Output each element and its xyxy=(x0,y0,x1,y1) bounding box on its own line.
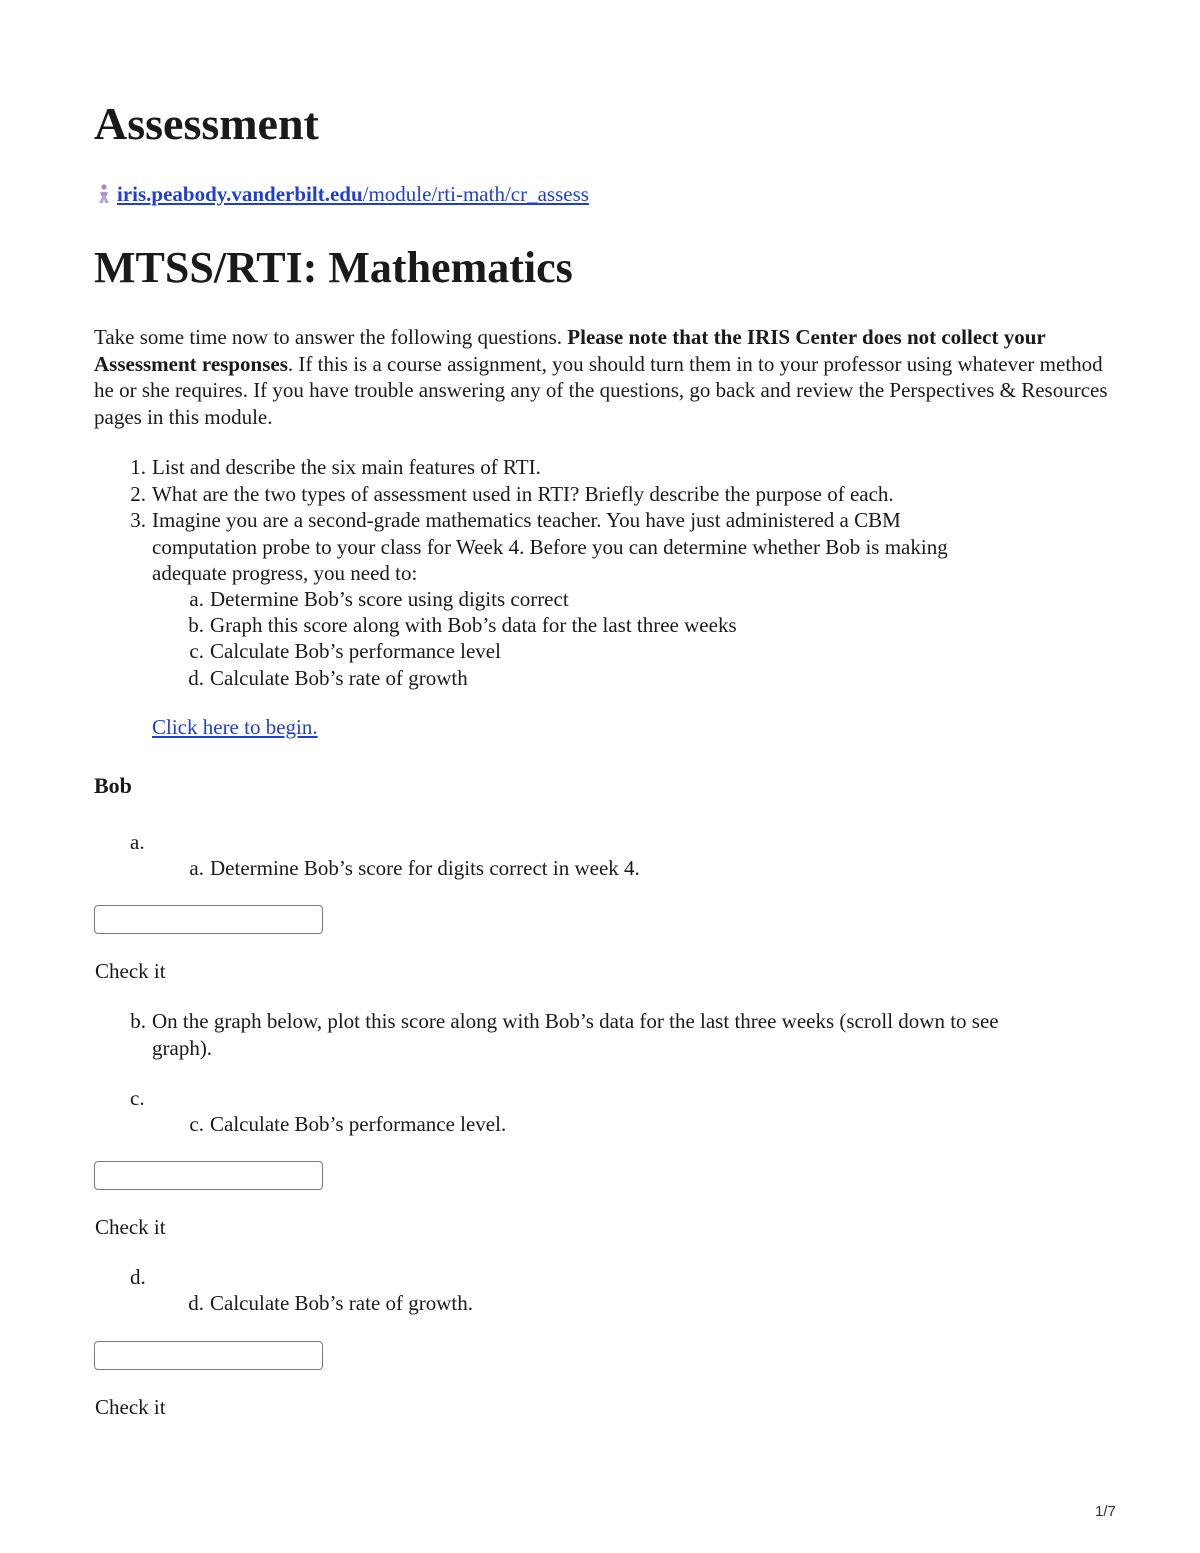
question-number: 3. xyxy=(130,508,146,532)
part-d-text: Calculate Bob’s rate of growth. xyxy=(210,1291,474,1315)
source-url[interactable] xyxy=(97,180,589,208)
question-text: What are the two types of assessment used in RTI? Briefly describe the purpose of each. xyxy=(152,482,894,506)
part-c-marker: c. xyxy=(130,1086,145,1110)
question-text-line: computation probe to your class for Week 4. Before you can determine whether Bob is making xyxy=(152,535,948,559)
check-it-d[interactable]: Check it xyxy=(95,1395,166,1419)
intro-paragraph xyxy=(94,324,1114,430)
part-a-text: Determine Bob’s score for digits correct in week 4. xyxy=(210,856,640,880)
subitem-text: Calculate Bob’s performance level xyxy=(210,639,501,663)
question-number: 2. xyxy=(130,482,146,506)
subitem-text: Calculate Bob’s rate of growth xyxy=(210,666,468,690)
part-b-text-line: On the graph below, plot this score along with Bob’s data for the last three weeks (scroll down to see xyxy=(152,1009,999,1033)
subitem-letter: d. xyxy=(188,666,204,690)
subitem-text: Graph this score along with Bob’s data for the last three weeks xyxy=(210,613,737,637)
part-c-text: Calculate Bob’s performance level. xyxy=(210,1112,507,1136)
source-host: iris.peabody.vanderbilt.edu xyxy=(117,182,363,206)
begin-link[interactable]: Click here to begin. xyxy=(152,715,318,739)
part-c-letter: c. xyxy=(189,1112,204,1136)
intro-text-1: Take some time now to answer the following questions. xyxy=(94,325,568,349)
part-a-letter: a. xyxy=(189,856,204,880)
subitem-letter: a. xyxy=(189,587,204,611)
check-it-a[interactable]: Check it xyxy=(95,959,166,983)
answer-input-d[interactable] xyxy=(94,1341,323,1370)
part-b-text-line: graph). xyxy=(152,1036,213,1060)
question-number: 1. xyxy=(130,455,146,479)
part-d-letter: d. xyxy=(188,1291,204,1315)
check-it-c[interactable]: Check it xyxy=(95,1215,166,1239)
answer-input-a[interactable] xyxy=(94,905,323,934)
source-path: /module/rti-math/cr_assess xyxy=(362,182,589,206)
page-number: 1/7 xyxy=(1095,1503,1116,1520)
intro-text-2: . If this is a course assignment, you should turn them in to your professor using whatever method he or she requires. If you have trouble answering any of the questions, go back and review the Perspectives & Resources pages in this module. xyxy=(94,351,1108,429)
intro-bold-note: Please note that the IRIS Center does not collect your Assessment responses xyxy=(94,325,1046,376)
question-text: List and describe the six main features of RTI. xyxy=(152,455,541,479)
answer-input-c[interactable] xyxy=(94,1161,323,1190)
page-title: Assessment xyxy=(94,98,319,149)
question-text-line: Imagine you are a second-grade mathematics teacher. You have just administered a CBM xyxy=(152,508,901,532)
part-b-letter: b. xyxy=(130,1009,146,1033)
subitem-text: Determine Bob’s score using digits correct xyxy=(210,587,569,611)
iris-favicon-icon xyxy=(97,184,111,204)
subitem-letter: b. xyxy=(188,613,204,637)
module-title: MTSS/RTI: Mathematics xyxy=(94,243,573,292)
question-text-line: adequate progress, you need to: xyxy=(152,561,418,585)
source-link[interactable] xyxy=(117,182,589,206)
subitem-letter: c. xyxy=(189,639,204,663)
part-a-marker: a. xyxy=(130,830,145,854)
bob-heading: Bob xyxy=(94,773,132,798)
part-d-marker: d. xyxy=(130,1265,146,1289)
